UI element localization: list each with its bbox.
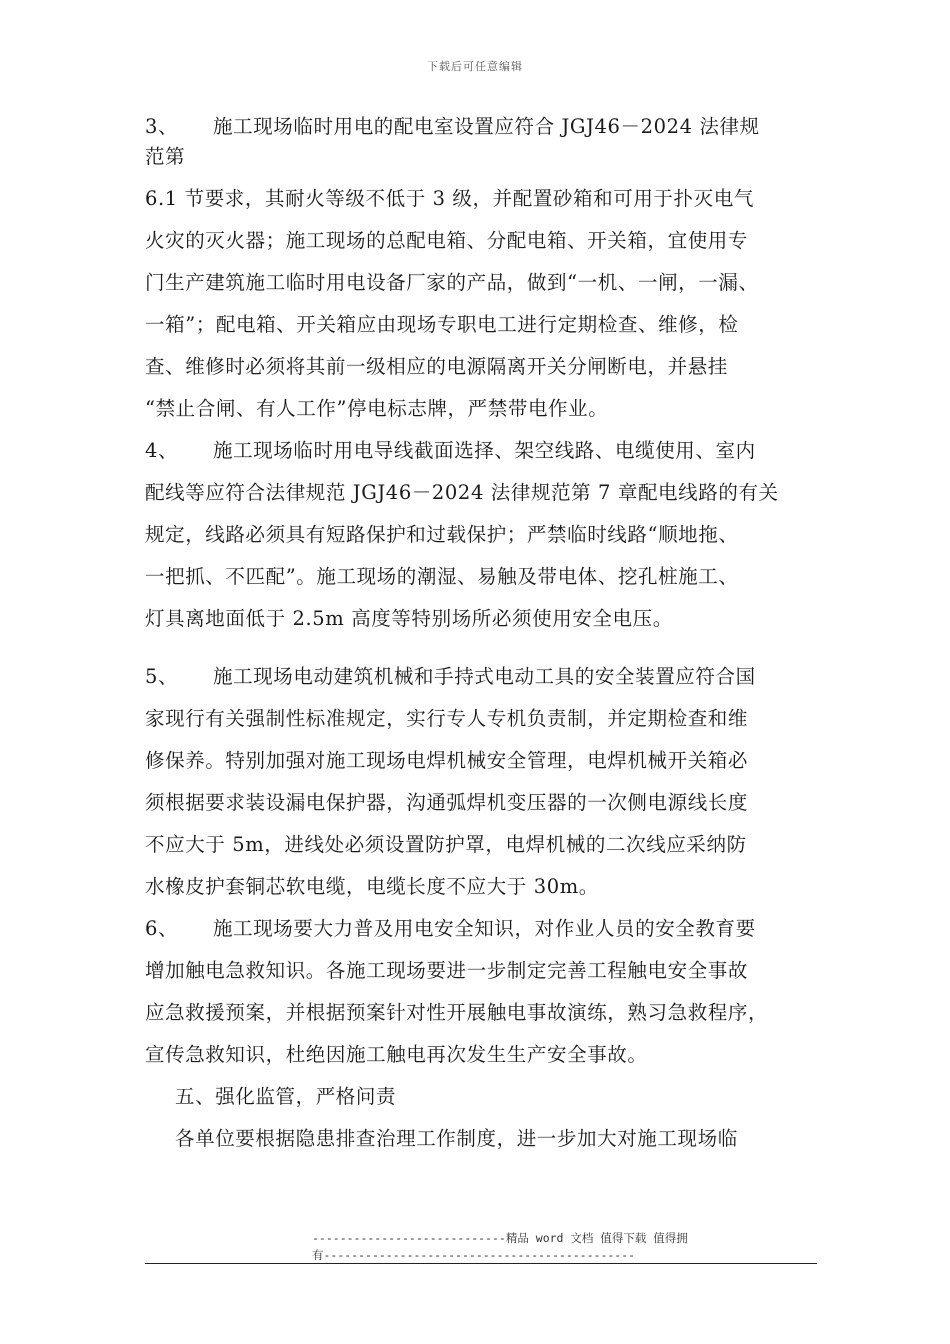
section-4-number: 4、 — [145, 439, 179, 462]
closing-paragraph-line: 各单位要根据隐患排查治理工作制度，进一步加大对施工现场临 — [175, 1127, 738, 1150]
section-3-line-3: 6.1 节要求，其耐火等级不低于 3 级，并配置砂箱和可用于扑灭电气 — [145, 187, 754, 210]
section-5-line-5: 不应大于 5m，进线处必须设置防护罩，电焊机械的二次线应采纳防 — [145, 833, 747, 856]
section-5-number: 5、 — [145, 665, 179, 688]
header-note: 下载后可任意编辑 — [427, 60, 523, 73]
section-6-line-1: 6、 施工现场要大力普及用电安全知识，对作业人员的安全教育要 — [145, 914, 825, 944]
section-5-line-6: 水橡皮护套铜芯软电缆，电缆长度不应大于 30m。 — [145, 875, 599, 898]
document-body — [145, 112, 825, 1154]
section-6-line-4: 宣传急救知识，杜绝因施工触电再次发生生产安全事故。 — [145, 1043, 648, 1066]
section-3-line-2: 范第 — [145, 145, 186, 168]
section-3-line-6: 一箱”；配电箱、开关箱应由现场专职电工进行定期检查、维修，检 — [145, 313, 739, 336]
section-3-number: 3、 — [145, 115, 179, 138]
section-3-line-7: 查、维修时必须将其前一级相应的电源隔离开关分闸断电，并悬挂 — [145, 355, 728, 378]
section-6-number: 6、 — [145, 917, 179, 940]
section-heading-5: 五、强化监管，严格问责 — [175, 1085, 397, 1108]
section-3-line-8: “禁止合闸、有人工作”停电标志牌，严禁带电作业。 — [145, 397, 609, 420]
section-3-line-1: 3、 施工现场临时用电的配电室设置应符合 JGJ46－2024 法律规 — [145, 112, 825, 142]
section-3-line-4: 火灾的灭火器；施工现场的总配电箱、分配电箱、开关箱，宜使用专 — [145, 229, 749, 252]
section-4-line-1: 4、 施工现场临时用电导线截面选择、架空线路、电缆使用、室内 — [145, 436, 825, 466]
section-6-line-3: 应急救援预案，并根据预案针对性开展触电事故演练，熟习急救程序， — [145, 1001, 769, 1024]
section-5-line-4: 须根据要求装设漏电保护器，沟通弧焊机变压器的一次侧电源线长度 — [145, 791, 749, 814]
footer-line-2: 有--------------------------------------------- — [312, 1248, 636, 1262]
section-4-line-2: 配线等应符合法律规范 JGJ46－2024 法律规范第 7 章配电线路的有关 — [145, 481, 779, 504]
footer-line-1: ----------------------------精品 word 文档 值得下载 值得拥 — [312, 1231, 688, 1245]
section-4-line-3: 规定，线路必须具有短路保护和过载保护；严禁临时线路“顺地拖、 — [145, 523, 739, 546]
section-4-line-4: 一把抓、不匹配”。施工现场的潮湿、易触及带电体、挖孔桩施工、 — [145, 565, 739, 588]
section-5-line-3: 修保养。特别加强对施工现场电焊机械安全管理，电焊机械开关箱必 — [145, 749, 749, 772]
section-5-line-1: 5、 施工现场电动建筑机械和手持式电动工具的安全装置应符合国 — [145, 662, 825, 692]
footer-divider — [145, 1263, 817, 1264]
section-6-line-2: 增加触电急救知识。各施工现场要进一步制定完善工程触电安全事故 — [145, 959, 749, 982]
section-4-line-5: 灯具离地面低于 2.5m 高度等特别场所必须使用安全电压。 — [145, 607, 673, 630]
section-3-line-5: 门生产建筑施工临时用电设备厂家的产品，做到“一机、一闸，一漏、 — [145, 271, 759, 294]
section-5-line-2: 家现行有关强制性标准规定，实行专人专机负责制，并定期检查和维 — [145, 707, 749, 730]
